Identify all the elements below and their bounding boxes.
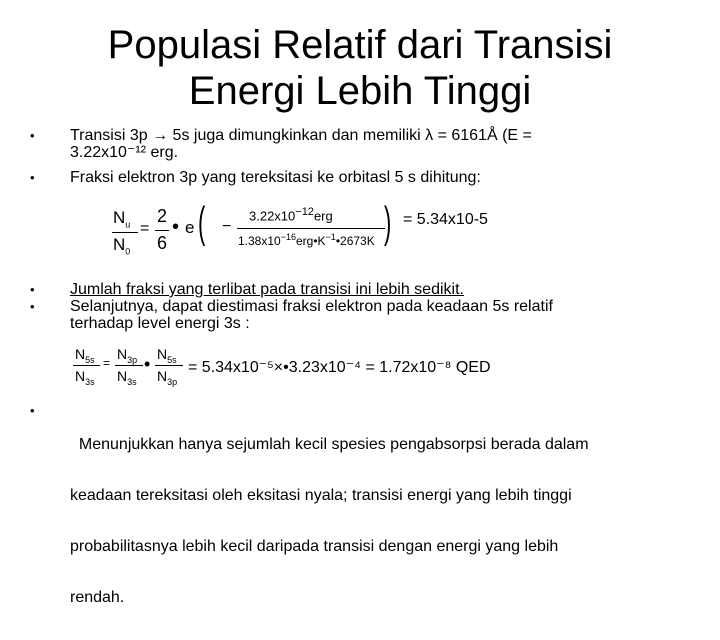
eq1-exponential-e: e xyxy=(185,218,195,237)
bullet-marker: • xyxy=(30,170,35,185)
title-line-1: Populasi Relatif dari Transisi xyxy=(107,23,613,67)
eq1-g-numerator: 2 xyxy=(157,206,168,226)
bullet-marker: • xyxy=(30,282,35,297)
eq2-n3p-denominator: $N_{3p}$ xyxy=(157,368,178,387)
bullet-text xyxy=(70,298,680,332)
eq2-n5s-numerator: $N_{5s}$ xyxy=(75,346,95,365)
eq1-energy-numerator: $3.22x10^{-12}erg$ xyxy=(249,206,333,224)
bullet-marker: • xyxy=(30,299,35,314)
eq2-fraction-bar-3 xyxy=(155,365,183,366)
eq2-fraction-bar-2 xyxy=(115,365,143,366)
eq1-left-brace: ( xyxy=(198,198,206,247)
eq2-multiply-dot: • xyxy=(144,354,151,374)
eq1-g-denominator: 6 xyxy=(157,233,168,253)
eq1-lhs-denominator: $N_0$ xyxy=(113,235,131,257)
eq1-equals: = xyxy=(140,220,150,237)
eq2-result: = 5.34x10⁻⁵×•3.23x10⁻⁴ = 1.72x10⁻⁸ QED xyxy=(188,359,491,376)
bullet-line: rendah. xyxy=(70,589,125,606)
eq2-n5s-numerator-2: $N_{5s}$ xyxy=(157,346,177,365)
bullet-line: terhadap level energi 3s : xyxy=(70,315,250,332)
bullet-marker: • xyxy=(30,128,35,143)
eq1-right-brace: ) xyxy=(384,198,392,247)
eq1-g-fraction-bar xyxy=(155,230,169,231)
eq1-multiply-dot: • xyxy=(172,216,180,238)
bullet-line: Menunjukkan hanya sejumlah kecil spesies pengabsorpsi berada dalam xyxy=(70,436,589,453)
title-line-2: Energi Lebih Tinggi xyxy=(188,69,532,113)
eq1-energy-denominator: $1.38x10^{-16}erg•K^{-1}•2673K$ xyxy=(238,232,375,248)
eq2-equals: = xyxy=(103,356,111,370)
bullet-line: probabilitasnya lebih kecil daripada transisi dengan energi yang lebih xyxy=(70,538,559,555)
eq2-n3p-numerator: $N_{3p}$ xyxy=(117,346,138,365)
bullet-line: Selanjutnya, dapat diestimasi fraksi elektron pada keadaan 5s relatif xyxy=(70,298,553,315)
eq2-fraction-bar-1 xyxy=(73,365,100,366)
eq1-lhs-numerator: $N_u$ xyxy=(113,208,131,230)
bullet-text xyxy=(70,402,680,640)
eq1-minus: − xyxy=(222,218,232,235)
bullet-line: Transisi 3p → 5s juga dimungkinkan dan memiliki λ = 6161Å (E = xyxy=(70,127,532,144)
bullet-text: Fraksi elektron 3p yang tereksitasi ke orbitasl 5 s dihitung: xyxy=(70,169,481,186)
slide-title xyxy=(0,22,720,114)
bullet-text: Jumlah fraksi yang terlibat pada transisi ini lebih sedikit. xyxy=(70,281,464,298)
eq2-n3s-denominator: $N_{3s}$ xyxy=(75,368,95,387)
bullet-line: 3.22x10⁻¹² erg. xyxy=(70,144,179,161)
bullet-line: keadaan tereksitasi oleh eksitasi nyala; transisi energi yang lebih tinggi xyxy=(70,487,572,504)
eq1-result: = 5.34x10-5 xyxy=(403,211,488,228)
eq1-energy-fraction-bar xyxy=(237,228,385,229)
bullet-text xyxy=(70,127,680,161)
bullet-marker: • xyxy=(30,403,35,418)
eq2-n3s-denominator-2: $N_{3s}$ xyxy=(117,368,137,387)
eq1-lhs-fraction-bar xyxy=(112,232,138,233)
